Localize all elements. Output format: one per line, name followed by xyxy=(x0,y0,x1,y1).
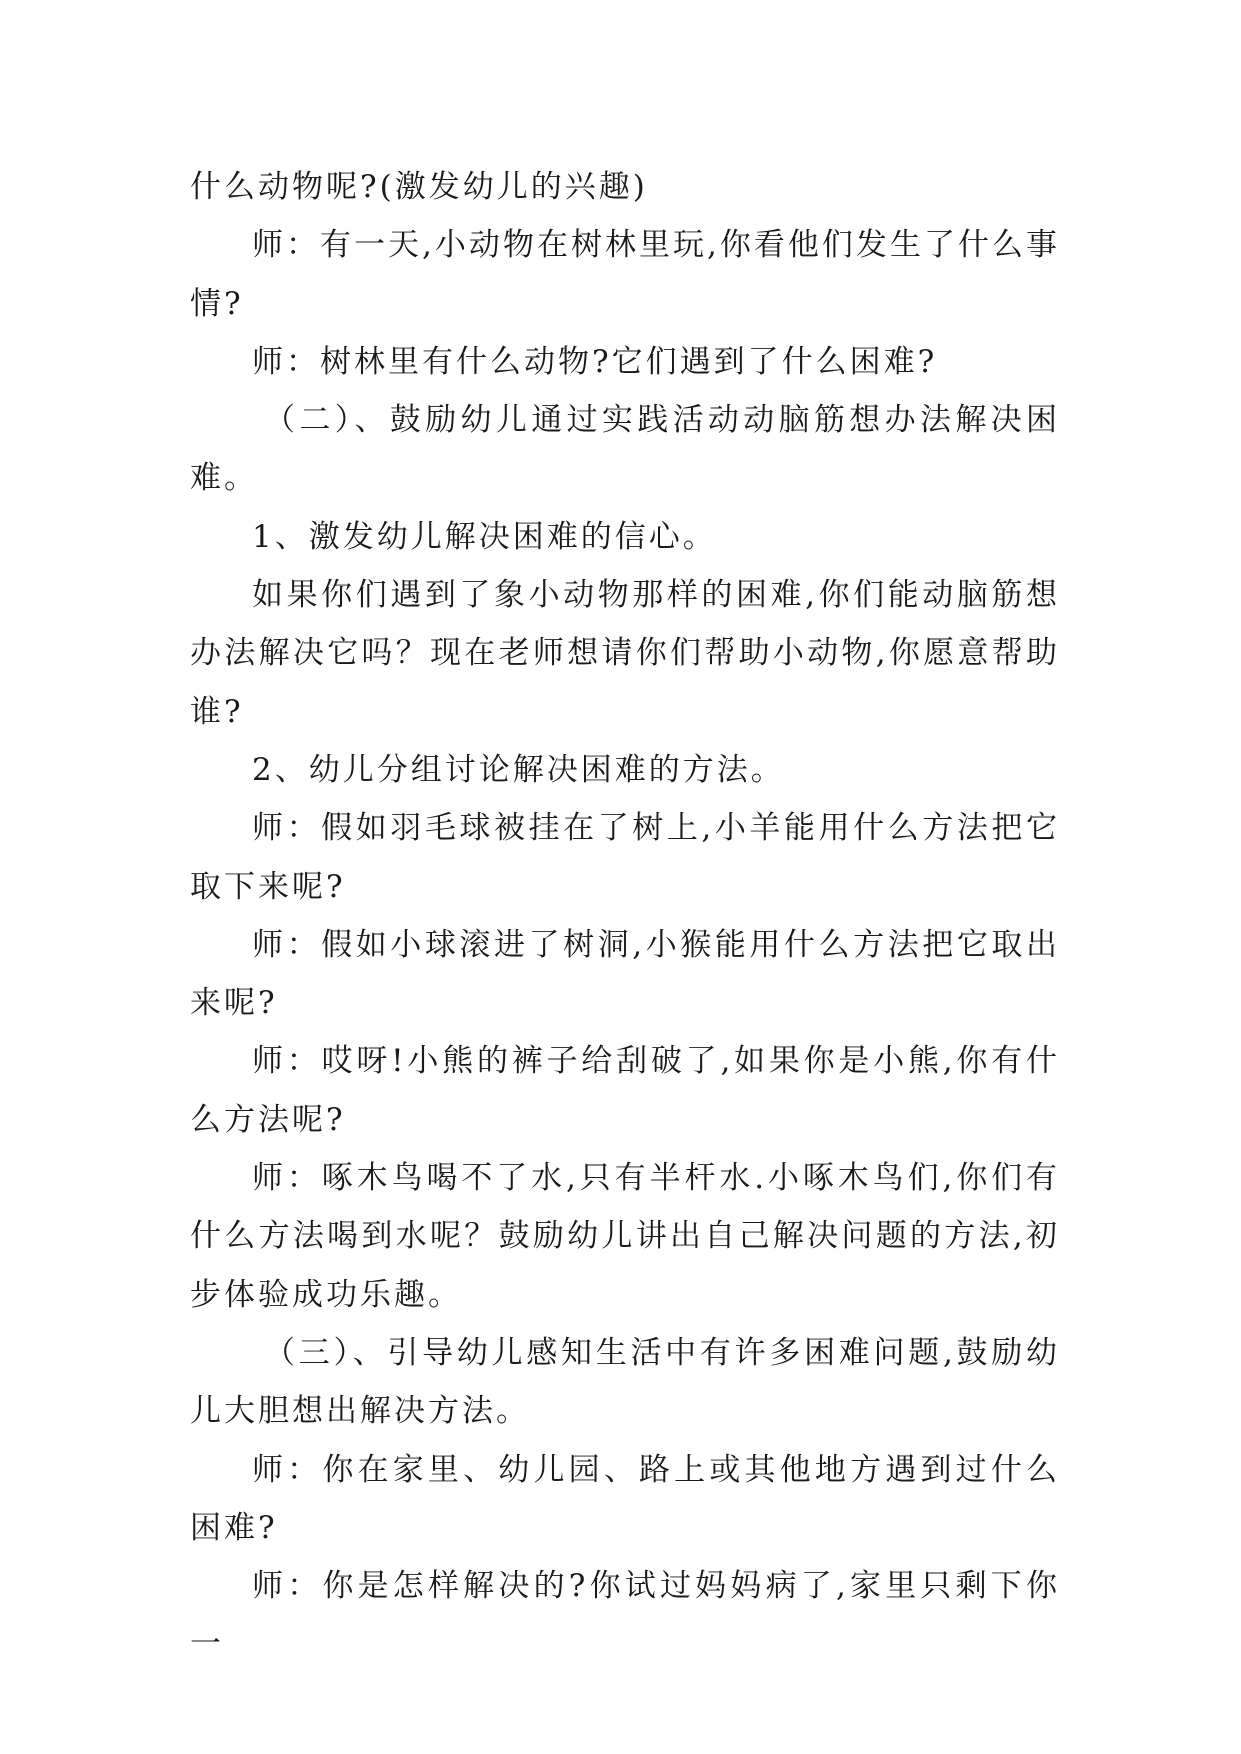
paragraph: 师：你是怎样解决的?你试过妈妈病了,家里只剩下你一 xyxy=(190,1568,1060,1663)
paragraph: 师：有一天,小动物在树林里玩,你看他们发生了什么事情? xyxy=(190,227,1060,322)
paragraph: 师：你在家里、幼儿园、路上或其他地方遇到过什么困难? xyxy=(190,1451,1060,1546)
paragraph: 师：树林里有什么动物?它们遇到了什么困难? xyxy=(252,343,938,380)
paragraph: 什么动物呢?(激发幼儿的兴趣) xyxy=(190,169,648,205)
document-body xyxy=(190,158,1060,1674)
paragraph: 师：啄木鸟喝不了水,只有半杆水.小啄木鸟们,你们有什么方法喝到水呢？鼓励幼儿讲出自己解决问题的方法,初步体验成功乐趣。 xyxy=(190,1160,1060,1313)
paragraph: 师：假如小球滚进了树洞,小猴能用什么方法把它取出来呢? xyxy=(190,926,1060,1022)
paragraph: 师：假如羽毛球被挂在了树上,小羊能用什么方法把它取下来呢? xyxy=(190,810,1060,905)
paragraph: 如果你们遇到了象小动物那样的困难,你们能动脑筋想办法解决它吗？现在老师想请你们帮助小动物,你愿意帮助谁? xyxy=(190,577,1060,730)
list-item-heading: 1、激发幼儿解决困难的信心。 xyxy=(252,518,717,555)
list-item-heading: 2、幼儿分组讨论解决困难的方法。 xyxy=(252,751,785,788)
section-heading: （二）、鼓励幼儿通过实践活动动脑筋想办法解决困难。 xyxy=(190,402,1060,497)
section-heading: （三）、引导幼儿感知生活中有许多困难问题,鼓励幼儿大胆想出解决方法。 xyxy=(190,1334,1060,1430)
paragraph: 师：哎呀!小熊的裤子给刮破了,如果你是小熊,你有什么方法呢? xyxy=(190,1043,1060,1138)
